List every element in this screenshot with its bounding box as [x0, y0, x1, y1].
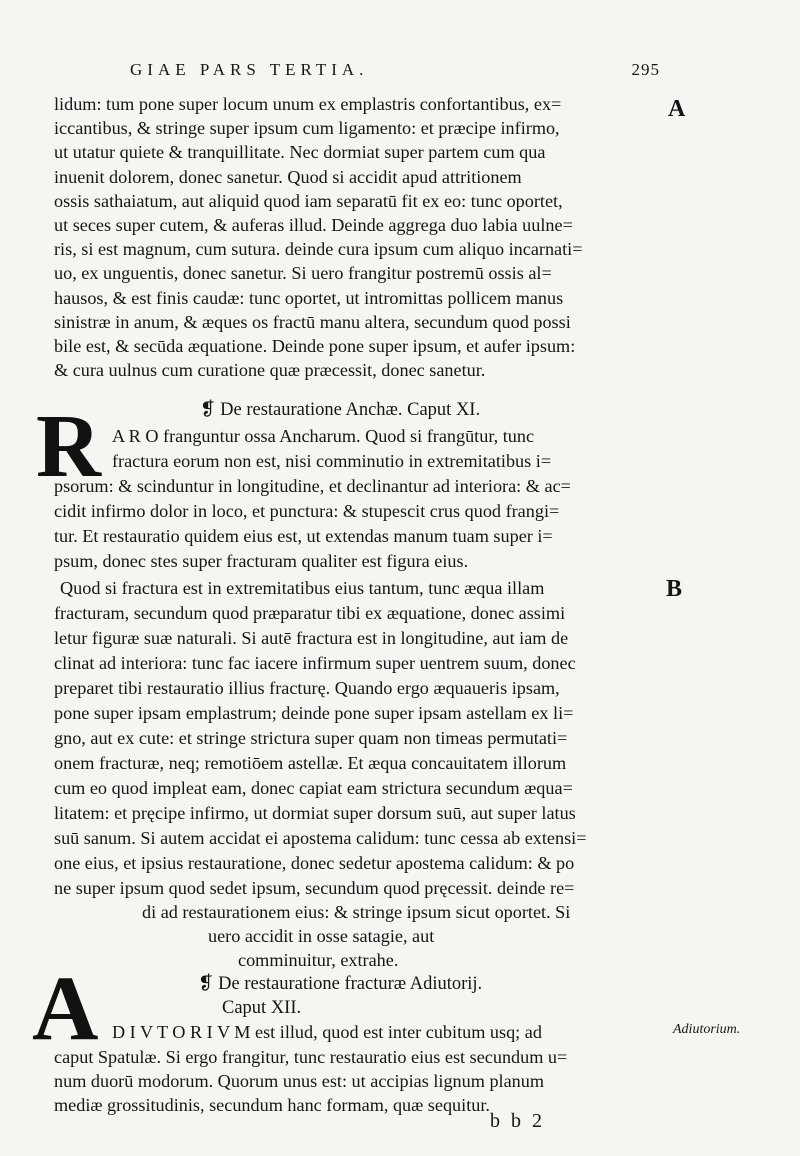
text-line: cum eo quod impleat eam, donec capiat eam strictura secundum æqua=	[54, 778, 573, 798]
chapter-heading-xii: ❡ De restauratione fracturæ Adiutorij.	[198, 974, 483, 994]
running-header	[130, 60, 660, 84]
text-line: clinat ad interiora: tunc fac iacere infirmum super uentrem suum, donec	[54, 653, 576, 673]
text-line: gno, aut ex cute: et stringe strictura super quam non timeas permutati=	[54, 728, 568, 748]
text-line: ut seces super cutem, & auferas illud. Deinde aggrega duo labia uulne=	[54, 215, 573, 235]
text-line: iccantibus, & stringe super ipsum cum ligamento: et præcipe infirmo,	[54, 118, 560, 138]
text-line: uero accidit in osse satagie, aut	[208, 926, 435, 946]
text-line: num duorū modorum. Quorum unus est: ut accipias lignum planum	[54, 1071, 544, 1091]
signature-mark: b b 2	[490, 1110, 545, 1132]
text-line: pone super ipsam emplastrum; deinde pone super ipsam astellam ex li=	[54, 703, 574, 723]
text-line: litatem: et pręcipe infirmo, ut dormiat super dorsum suū, aut super latus	[54, 803, 576, 823]
text-line: D I V T O R I V M est illud, quod est inter cubitum usq; ad	[112, 1022, 542, 1042]
text-line: Quod si fractura est in extremitatibus eius tantum, tunc æqua illam	[60, 578, 545, 598]
text-line: hausos, & est finis caudæ: tunc oportet, ut intromittas pollicem manus	[54, 288, 564, 308]
text-line: ris, si est magnum, cum sutura. deinde cura ipsum cum aliquo incarnati=	[54, 239, 583, 259]
margin-letter-b: B	[666, 576, 683, 602]
text-line: letur figuræ suæ naturali. Si autē fractura est in longitudine, aut iam de	[54, 628, 569, 648]
text-line: comminuitur, extrahe.	[238, 950, 399, 970]
text-line: bile est, & secūda æquatione. Deinde pone super ipsum, et aufer ipsum:	[54, 336, 576, 356]
text-line: sinistræ in anum, & æques os fractū manu altera, secundum quod possi	[54, 312, 571, 332]
text-line: ossis sathaiatum, aut aliquid quod iam separatū fit ex eo: tunc oportet,	[54, 191, 563, 211]
text-line: A R O franguntur ossa Ancharum. Quod si frangūtur, tunc	[112, 426, 535, 446]
text-line: caput Spatulæ. Si ergo frangitur, tunc restauratio eius est secundum u=	[54, 1047, 568, 1067]
page-number: 295	[631, 60, 660, 79]
chapter-number-xii: Caput XII.	[222, 998, 302, 1018]
text-line: di ad restaurationem eius: & stringe ipsum sicut oportet. Si	[142, 902, 571, 922]
text-line: onem fracturæ, neq; remotiōem astellæ. Et æqua concauitatem illorum	[54, 753, 567, 773]
text-line: psum, donec stes super fracturam qualiter est figura eius.	[54, 551, 469, 571]
chapter-heading-xi: ❡ De restauratione Anchæ. Caput XI.	[200, 400, 481, 420]
running-title: GIAE PARS TERTIA.	[130, 60, 369, 79]
margin-letter-a: A	[668, 96, 686, 122]
text-line: lidum: tum pone super locum unum ex emplastris confortantibus, ex=	[54, 94, 562, 114]
text-line: tur. Et restauratio quidem eius est, ut extendas manum tuam super i=	[54, 526, 553, 546]
text-line: mediæ grossitudinis, secundum hanc formam, quæ sequitur.	[54, 1095, 490, 1115]
text-line: fracturam, secundum quod præparatur tibi ex æquatione, donec assimi	[54, 603, 566, 623]
text-line: suū sanum. Si autem accidat ei apostema calidum: tunc cessa ab extensi=	[54, 828, 587, 848]
text-line: psorum: & scinduntur in longitudine, et declinantur ad interiora: & ac=	[54, 476, 571, 496]
text-line: ne super ipsum quod sedet ipsum, secundum quod pręcessit. deinde re=	[54, 878, 575, 898]
text-line: inuenit dolorem, donec sanetur. Quod si accidit apud attritionem	[54, 167, 522, 187]
text-line: ut utatur quiete & tranquillitate. Nec dormiat super partem cum qua	[54, 142, 546, 162]
text-line: & cura uulnus cum curatione quæ præcessit, donec sanetur.	[54, 360, 486, 380]
text-line: uo, ex unguentis, donec sanetur. Si uero frangitur postremū ossis al=	[54, 263, 552, 283]
drop-cap-r: R	[36, 397, 101, 496]
drop-cap-a: A	[32, 957, 99, 1059]
text-line: one eius, et ipsius restauratione, donec sedetur apostema calidum: & po	[54, 853, 575, 873]
text-line: fractura eorum non est, nisi comminutio in extremitatibus i=	[112, 451, 552, 471]
text-line: preparet tibi restauratio illius fracturę. Quando ergo æquaueris ipsam,	[54, 678, 560, 698]
text-line: cidit infirmo dolor in loco, et punctura: & stupescit crus quod frangi=	[54, 501, 560, 521]
margin-note-adiutorium: Adiutorium.	[673, 1022, 741, 1037]
